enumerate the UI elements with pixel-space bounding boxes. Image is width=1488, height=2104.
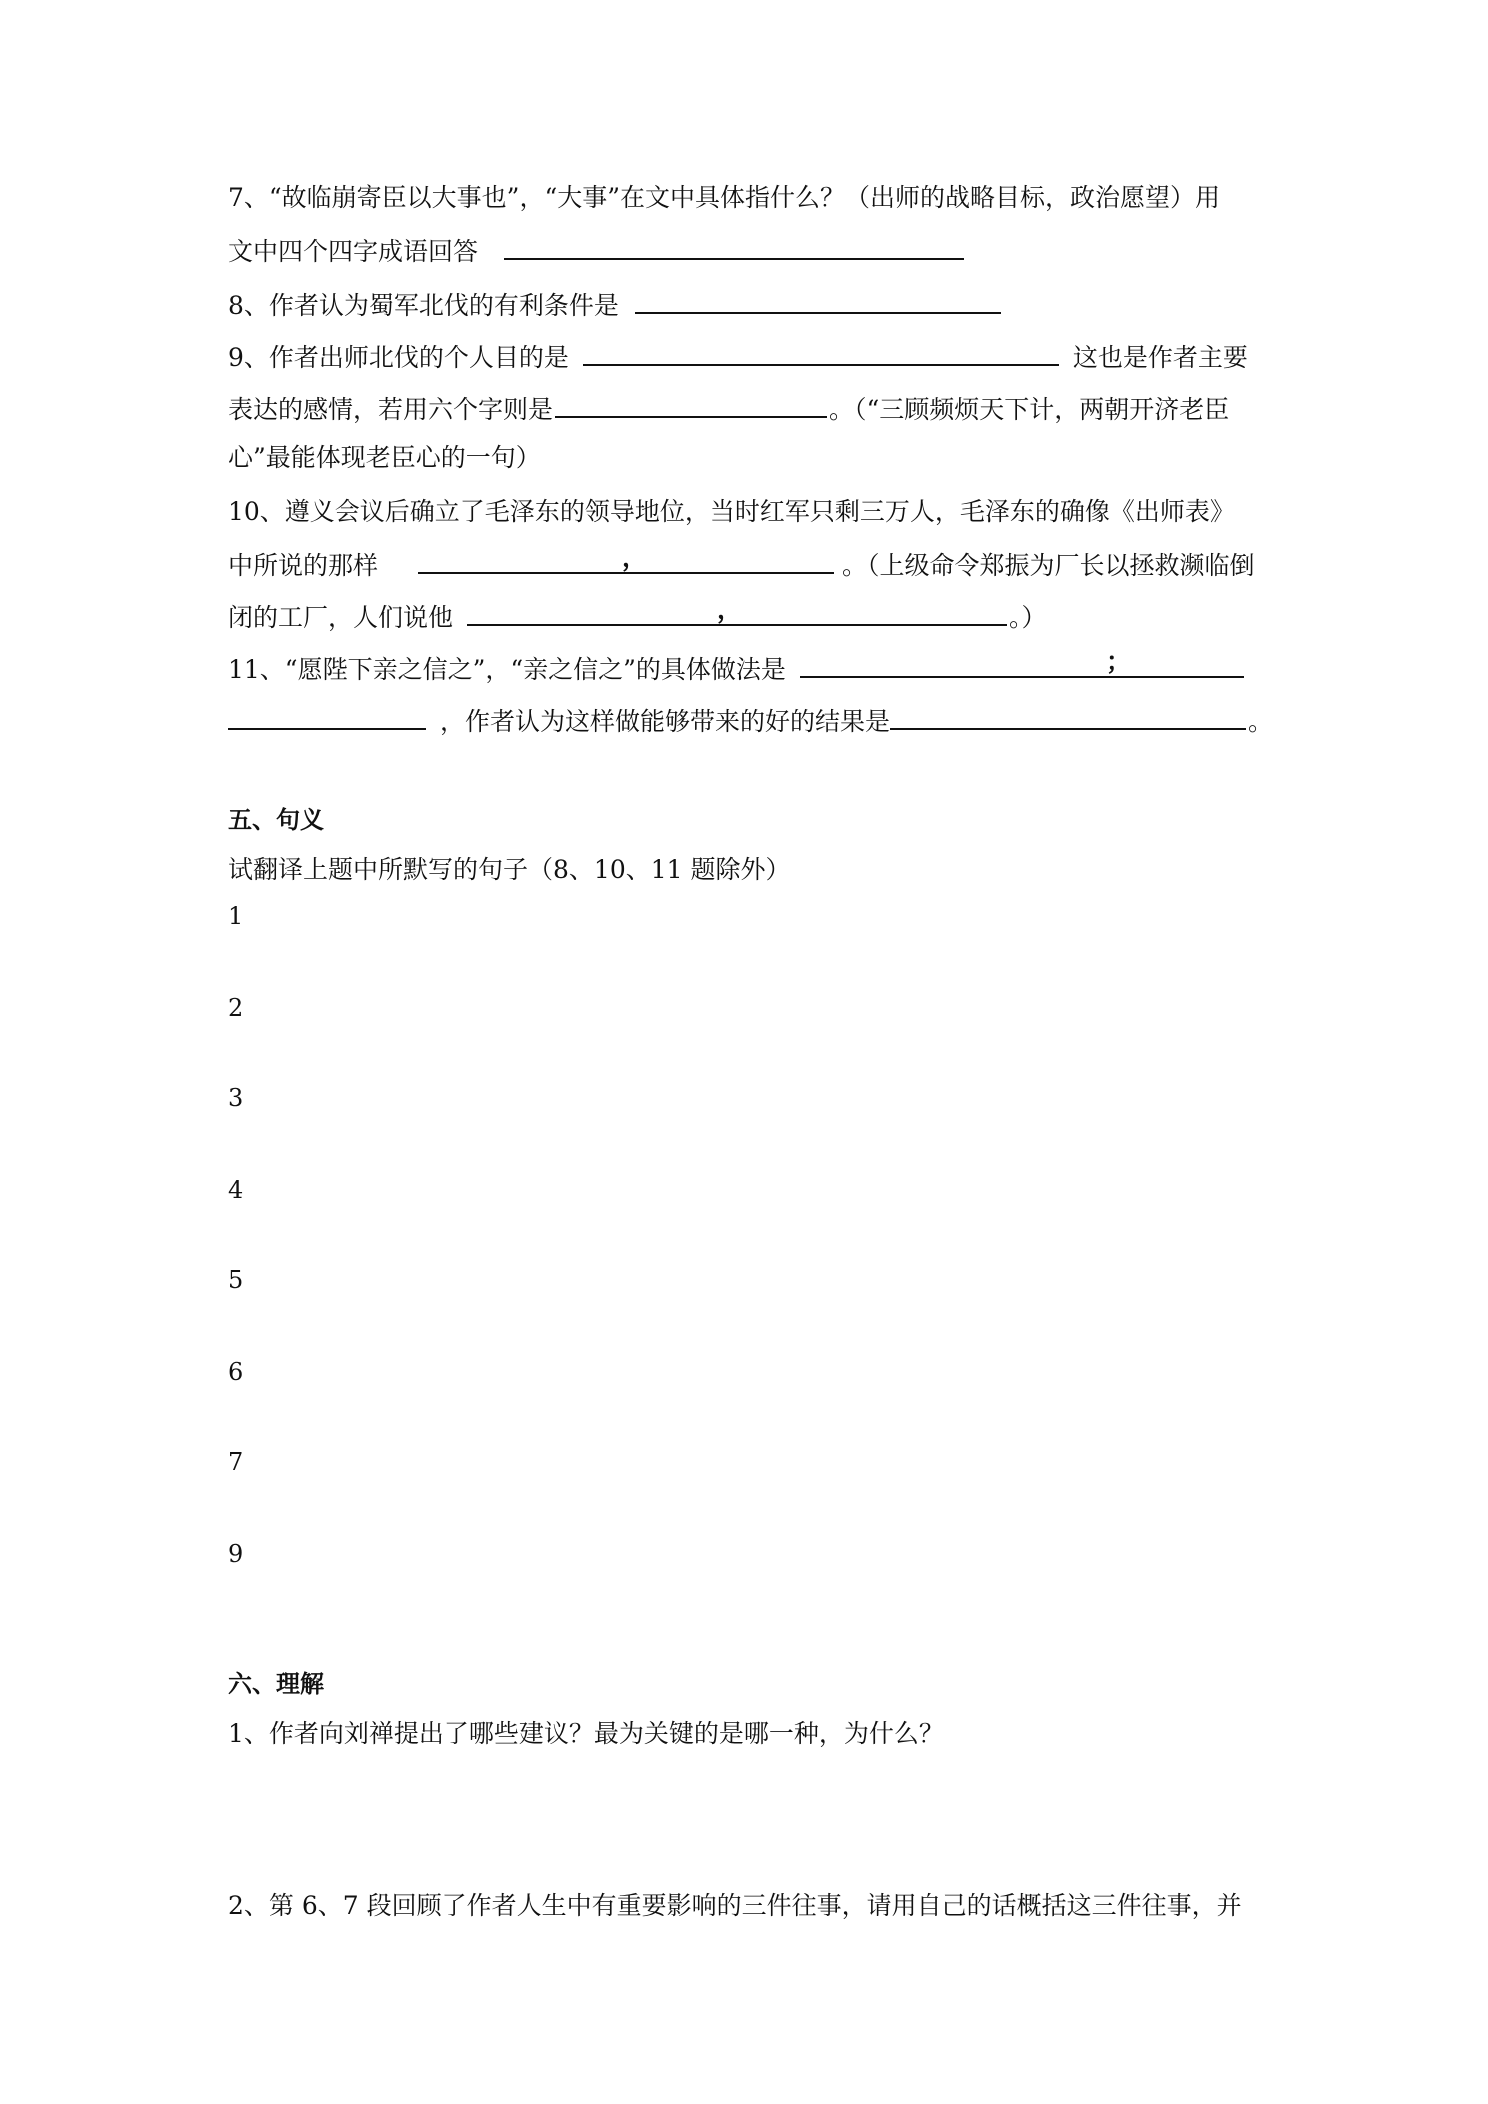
q9-line2	[228, 390, 1229, 428]
q10-line3	[228, 595, 1047, 636]
q10-prompt-a: 中所说的那样	[228, 551, 379, 580]
q10-prompt-d: 。）	[1009, 603, 1047, 632]
q8-prompt: 8、作者认为蜀军北伐的有利条件是	[228, 291, 619, 320]
q9-prompt-c: 表达的感情，若用六个字则是	[228, 395, 554, 424]
translation-number-3: 3	[228, 1084, 244, 1112]
translation-number-7: 7	[228, 1448, 244, 1476]
q9-answer-blank-1[interactable]	[583, 338, 1059, 366]
q7-prompt: 文中四个四字成语回答	[228, 237, 479, 266]
q8-line1	[228, 286, 1007, 324]
q11-line2	[228, 702, 1273, 740]
q7-answer-blank[interactable]	[504, 232, 964, 260]
section6-question-1: 1、作者向刘禅提出了哪些建议？最为关键的是哪一种，为什么？	[228, 1719, 944, 1748]
section6-heading: 六、理解	[228, 1670, 324, 1698]
section5-heading: 五、句义	[228, 806, 324, 834]
q10-blank-comma-1: ，	[622, 543, 648, 572]
q10-line2	[228, 543, 1255, 584]
q10-answer-blank-2[interactable]	[467, 595, 1007, 626]
translation-number-6: 6	[228, 1358, 244, 1386]
q11-prompt-c: 。	[1248, 707, 1274, 736]
translation-number-4: 4	[228, 1176, 244, 1204]
q11-line1	[228, 647, 1244, 688]
q10-prompt-c: 闭的工厂，人们说他	[228, 603, 454, 632]
q10-prompt-b: 。（上级命令郑振为厂长以拯救濒临倒	[842, 551, 1255, 580]
q7-line2	[228, 232, 970, 270]
translation-number-1: 1	[228, 902, 244, 930]
q11-answer-blank-2[interactable]	[228, 702, 426, 730]
q9-prompt-a: 9、作者出师北伐的个人目的是	[228, 343, 569, 372]
q8-answer-blank[interactable]	[635, 286, 1001, 314]
q10-blank-comma-2: ，	[717, 595, 743, 624]
q9-prompt-b: 这也是作者主要	[1072, 343, 1248, 372]
section6-question-2: 2、第 6、7 段回顾了作者人生中有重要影响的三件往事，请用自己的话概括这三件往事，并	[228, 1891, 1242, 1920]
q9-prompt-d: 。（“三顾频烦天下计，两朝开济老臣	[829, 395, 1230, 424]
q9-line3: 心”最能体现老臣心的一句）	[228, 443, 541, 472]
q10-line1: 10、遵义会议后确立了毛泽东的领导地位，当时红军只剩三万人，毛泽东的确像《出师表》	[228, 497, 1235, 526]
q11-prompt-b: ，作者认为这样做能够带来的好的结果是	[440, 707, 891, 736]
q11-blank-semicolon: ；	[1105, 647, 1131, 676]
translation-number-2: 2	[228, 994, 244, 1022]
q10-answer-blank-1[interactable]	[418, 543, 834, 574]
q11-answer-blank-3[interactable]	[890, 702, 1246, 730]
translation-number-9: 9	[228, 1540, 244, 1568]
section5-instruction: 试翻译上题中所默写的句子（8、10、11 题除外）	[228, 855, 791, 884]
q9-answer-blank-2[interactable]	[555, 390, 827, 418]
q9-line1	[228, 338, 1248, 376]
q11-answer-blank-1[interactable]	[800, 647, 1244, 678]
translation-number-5: 5	[228, 1266, 244, 1294]
q7-line1: 7、“故临崩寄臣以大事也”，“大事”在文中具体指什么？（出师的战略目标，政治愿望）用	[228, 183, 1221, 212]
q11-prompt-a: 11、“愿陛下亲之信之”，“亲之信之”的具体做法是	[228, 655, 786, 684]
